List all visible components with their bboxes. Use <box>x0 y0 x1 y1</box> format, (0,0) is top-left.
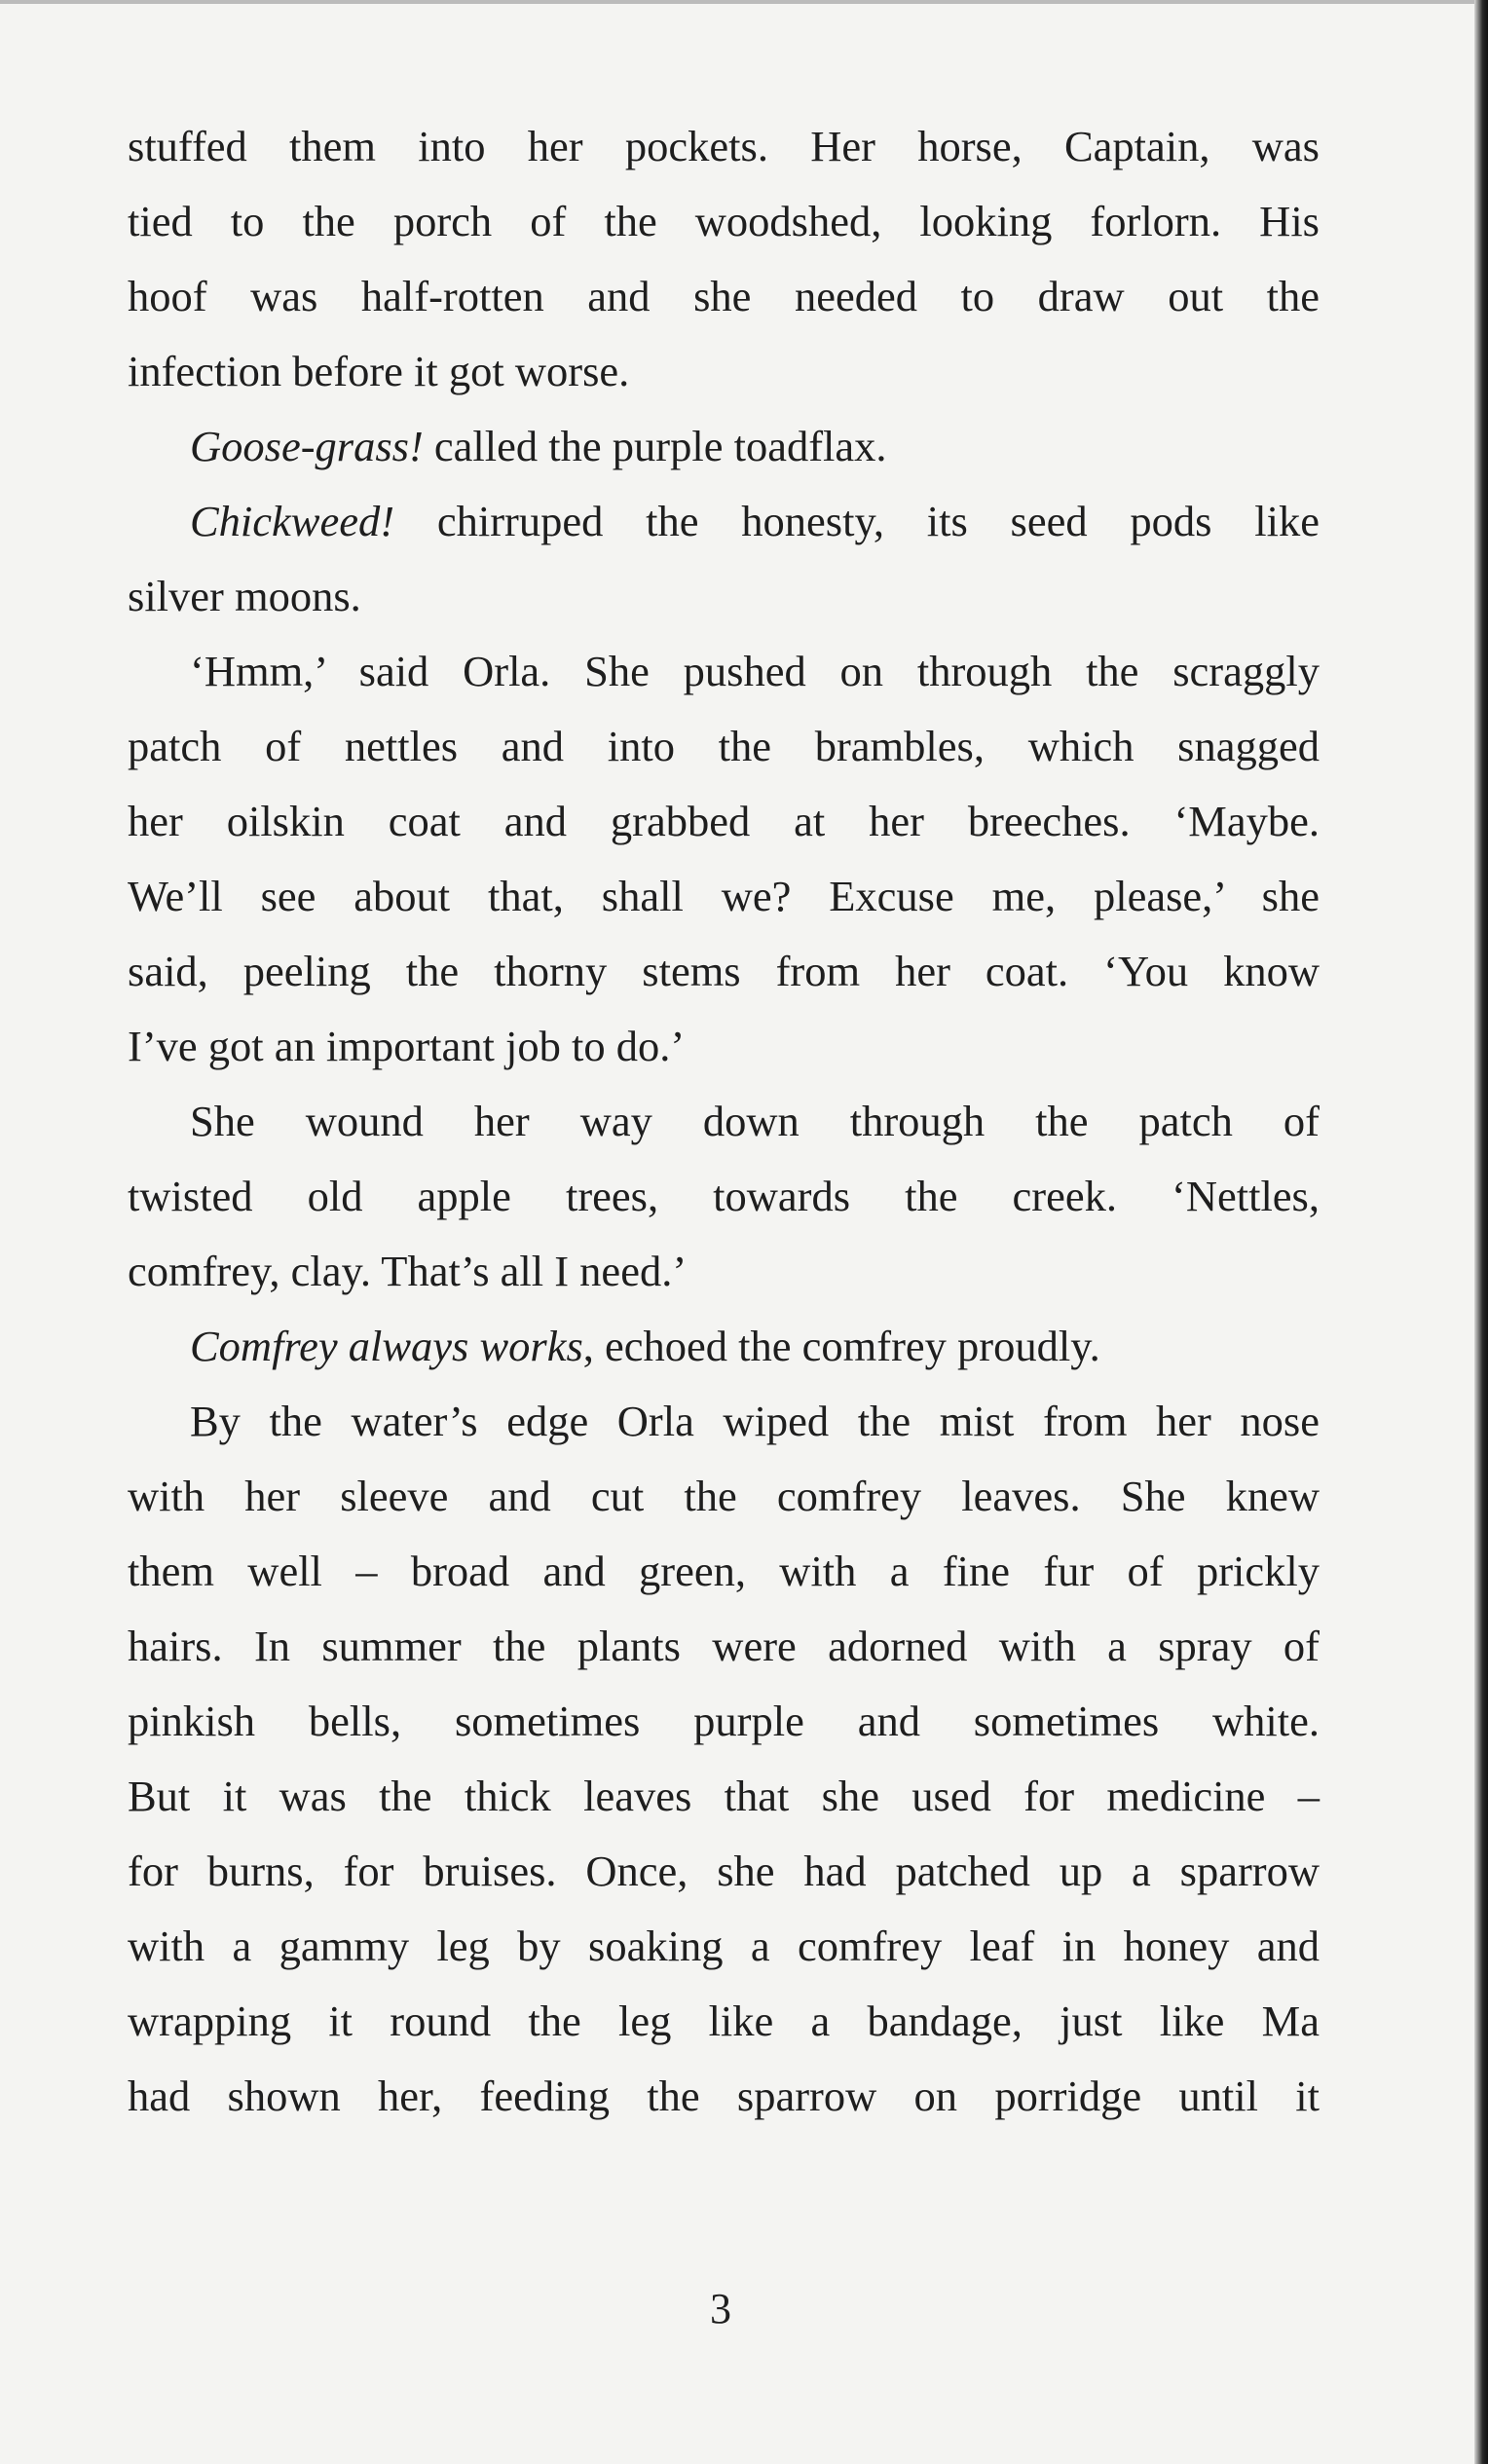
text-line <box>128 2059 1320 2134</box>
text-line <box>128 934 1320 1009</box>
line-text: for burns, for bruises. Once, she had patched up a sparrow <box>128 1847 1320 1895</box>
text-line <box>128 484 1320 559</box>
line-text: But it was the thick leaves that she used for medicine – <box>128 1772 1320 1820</box>
text-line <box>128 1084 1320 1159</box>
text-line <box>128 1459 1320 1534</box>
italic-text: Comfrey always works <box>190 1322 583 1370</box>
page-number: 3 <box>710 2285 731 2333</box>
line-text: wrapping it round the leg like a bandage, just like Ma <box>128 1997 1320 2045</box>
line-text: By the water’s edge Orla wiped the mist from her nose <box>190 1397 1320 1445</box>
text-line <box>128 259 1320 334</box>
text-line <box>128 109 1320 184</box>
line-text: with her sleeve and cut the comfrey leaves. She knew <box>128 1472 1320 1520</box>
line-text: called the purple toadflax. <box>423 422 887 470</box>
line-text: , echoed the comfrey proudly. <box>582 1322 1100 1370</box>
text-line <box>128 634 1320 709</box>
text-line <box>128 1684 1320 1759</box>
text-line <box>128 1384 1320 1459</box>
text-line <box>128 334 1320 409</box>
line-text: her oilskin coat and grabbed at her breeches. ‘Maybe. <box>128 797 1320 845</box>
line-text: comfrey, clay. That’s all I need.’ <box>128 1247 688 1295</box>
page-top-edge <box>0 0 1488 4</box>
line-text: them well – broad and green, with a fine fur of prickly <box>128 1547 1320 1595</box>
line-text: hairs. In summer the plants were adorned with a spray of <box>128 1622 1320 1670</box>
text-line <box>128 1234 1320 1309</box>
text-line <box>128 559 1320 634</box>
text-line <box>128 709 1320 784</box>
line-text: We’ll see about that, shall we? Excuse me, please,’ she <box>128 872 1320 920</box>
text-line <box>128 1309 1320 1384</box>
line-text: She wound her way down through the patch of <box>190 1097 1320 1145</box>
italic-text: Goose-grass! <box>190 422 424 470</box>
line-text: tied to the porch of the woodshed, looking forlorn. His <box>128 197 1320 245</box>
text-line <box>128 1534 1320 1609</box>
text-line <box>128 1609 1320 1684</box>
text-line <box>128 184 1320 259</box>
line-text: pinkish bells, sometimes purple and sometimes white. <box>128 1697 1320 1745</box>
line-text: chirruped the honesty, its seed pods like <box>394 497 1320 545</box>
text-line <box>128 1984 1320 2059</box>
line-text: with a gammy leg by soaking a comfrey leaf in honey and <box>128 1922 1320 1970</box>
text-line <box>128 784 1320 859</box>
body-text <box>128 109 1320 2134</box>
text-line <box>128 1759 1320 1834</box>
line-text: silver moons. <box>128 572 361 620</box>
line-text: said, peeling the thorny stems from her coat. ‘You know <box>128 947 1320 995</box>
text-line <box>128 1909 1320 1984</box>
line-text: infection before it got worse. <box>128 347 630 395</box>
line-text: I’ve got an important job to do.’ <box>128 1022 686 1070</box>
text-line <box>128 859 1320 934</box>
line-text: had shown her, feeding the sparrow on porridge until it <box>128 2072 1320 2120</box>
italic-text: Chickweed! <box>190 497 395 545</box>
text-line <box>128 1009 1320 1084</box>
line-text: hoof was half-rotten and she needed to draw out the <box>128 272 1320 320</box>
line-text: patch of nettles and into the brambles, which snagged <box>128 722 1320 770</box>
text-line <box>128 409 1320 484</box>
page-binding-edge <box>1474 0 1488 2464</box>
text-line <box>128 1834 1320 1909</box>
line-text: stuffed them into her pockets. Her horse, Captain, was <box>128 122 1320 170</box>
line-text: ‘Hmm,’ said Orla. She pushed on through the scraggly <box>190 647 1320 695</box>
line-text: twisted old apple trees, towards the creek. ‘Nettles, <box>128 1172 1320 1220</box>
text-line <box>128 1159 1320 1234</box>
